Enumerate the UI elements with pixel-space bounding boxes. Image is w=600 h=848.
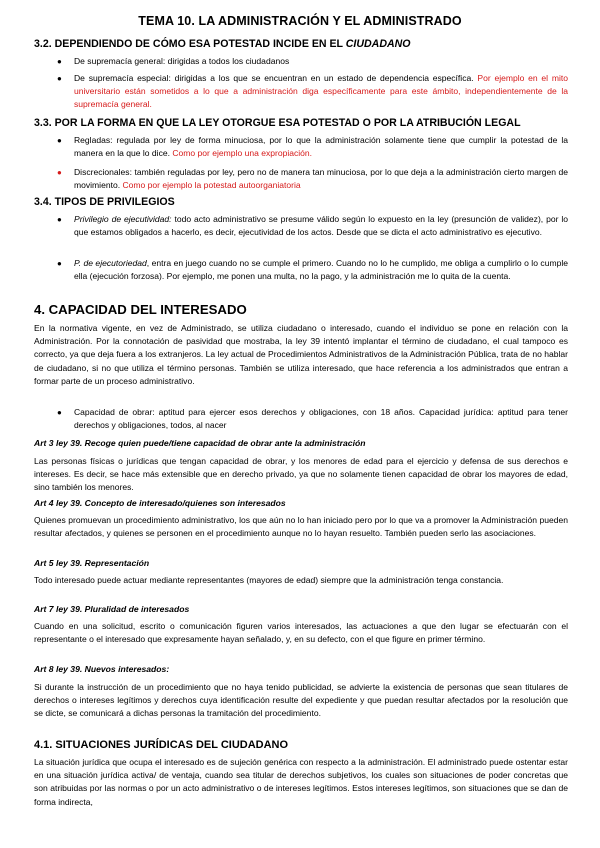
paragraph: Las personas físicas o jurídicas que tengan capacidad de obrar, y los menores de edad para el ejercicio y defensa de sus derechos e intereses. Es decir, se hace más extensible que en derecho privado, ya que no solamente tienen capacidad de obrar los mayores de edad, sino también los menores. [34,456,568,493]
article-title: . Recoge quien puede/tiene capacidad de obrar ante la administración [79,438,366,448]
bullet-icon: ● [57,57,62,66]
article-number: Art 5 ley 39 [34,558,80,568]
list-item [57,55,568,68]
heading-3-4: 3.4. TIPOS DE PRIVILEGIOS [34,196,175,208]
list-item [57,213,569,239]
bullet-icon: ● [57,74,62,83]
list-item-text: todo acto administrativo se presume válido según lo expuesto en la ley (presunción de validez), por lo que estamos obligados a hacerlo, es decir, ejecutividad de los actos. Desde que se dicta el acto administrativo es ejecutivo. [74,214,569,238]
list-item [57,257,568,283]
article-title: . Concepto de interesado/quienes son interesados [79,498,286,508]
paragraph: Quienes promuevan un procedimiento administrativo, los que aún no lo han iniciado pero por lo que va a promover la Administración pueden resultar afectados, y quienes se personen en el procedimiento aunque no lo hayan resuelto. También pueden serlo las asociaciones. [34,515,568,539]
privilege-name: P. de ejecutoriedad [74,258,147,268]
heading-3-2 [34,38,411,50]
bullet-icon: ● [57,168,62,177]
heading-3-2-italic: CIUDADANO [345,38,411,50]
article-title: . Nuevos interesados: [79,664,170,674]
list-item-text: Regladas: regulada por ley de forma minuciosa, por lo que la administración solamente tiene que cumplir la potestad de la manera en la que lo dice. [74,135,568,159]
list-item-text: De supremacía especial: dirigidas a los que se encuentran en un estado de dependencia específica. [74,73,478,83]
paragraph: En la normativa vigente, en vez de Administrado, se utiliza ciudadano o interesado, cuando el individuo se pone en relación con la Administración. Por la connotación de pasividad que mostraba, la ley 39 intentó implantar el término de ciudadano, el cual tampoco es correcto, ya que deja fuera a los extranjeros. La ley actual de Procedimientos Administrativos de la Administración Pública, trata de no hablar de ciudadano, si no que utiliza el término personas. También se utiliza interesado, que hace referencia a los administrados que entran a formar parte de un proceso administrativo. [34,323,568,386]
heading-3-2-text: 3.2. DEPENDIENDO DE CÓMO ESA POTESTAD INCIDE EN EL [34,38,346,50]
paragraph: La situación jurídica que ocupa el interesado es de sujeción genérica con respecto a la administración. El administrado puede ostentar estar en una situación jurídica activa/ de ventaja, cuando sea titular de derechos subjetivos, los cuales son situaciones de poder concretas que son atribuidas por las normas o por un acto administrativo o de intereses legítimos. Estos intereses legítimos, son situaciones que se dan de forma indirecta, [34,757,568,807]
heading-4-1: 4.1. SITUACIONES JURÍDICAS DEL CIUDADANO [34,739,289,751]
list-item [57,406,568,432]
bullet-icon: ● [57,215,62,224]
article-heading [34,558,149,568]
example-text: Como por ejemplo una expropiación. [172,148,313,159]
article-heading [34,498,286,508]
list-item-text: Discrecionales: también reguladas por ley, pero no de manera tan minuciosa, por lo que deja a la administración cierto margen de movimiento. [74,167,568,191]
list-item [57,134,568,160]
paragraph: Cuando en una solicitud, escrito o comunicación figuren varios interesados, las actuaciones a que den lugar se efectuarán con el representante o el interesado que expresamente hayan señalado, y, en su defecto, con el que figure en primer término. [34,621,568,645]
article-title: . Pluralidad de interesados [79,604,190,614]
list-item [57,72,568,112]
list-item-text: De supremacía general: dirigidas a todos los ciudadanos [74,56,290,66]
example-text: Como por ejemplo la potestad autoorganiatoria [122,180,301,191]
article-heading [34,664,169,674]
bullet-icon: ● [57,408,62,417]
page-title: TEMA 10. LA ADMINISTRACIÓN Y EL ADMINISTRADO [138,14,462,28]
list-item-text: , entra en juego cuando no se cumple el primero. Cuando no lo he cumplido, me obliga a cumplirlo o lo cumple ella (ejecución forzosa). Por ejemplo, me ponen una multa, no la pago, y la administración me lo quita de la cuenta. [74,258,568,282]
article-number: Art 7 ley 39 [34,604,80,614]
privilege-name: Privilegio de ejecutividad: [74,214,172,224]
bullet-icon: ● [57,136,62,145]
paragraph: Todo interesado puede actuar mediante representantes (mayores de edad) siempre que la administración tenga constancia. [34,575,504,585]
article-number: Art 3 ley 39 [34,438,80,448]
article-heading [34,604,189,614]
example-text: Por ejemplo en el mito universitario están sometidos a lo que a administración diga específicamente para este ámbito, independientemente de la supremacía general. [74,73,568,110]
list-item-text: Capacidad de obrar: aptitud para ejercer esos derechos y obligaciones, con 18 años. Capacidad jurídica: aptitud para tener derechos y obligaciones, todos, al nacer [74,407,568,431]
heading-3-3: 3.3. POR LA FORMA EN QUE LA LEY OTORGUE ESA POTESTAD O POR LA ATRIBUCIÓN LEGAL [34,117,521,129]
article-title: . Representación [79,558,150,568]
heading-4: 4. CAPACIDAD DEL INTERESADO [34,302,247,317]
paragraph: Si durante la instrucción de un procedimiento que no haya tenido publicidad, se advierte la existencia de personas que sean titulares de derechos o intereses legítimos y derechos cuya identificación resulte del expediente y que puedan resultar afectados por la resolución que se dicte, se comunicará a dichas personas la tramitación del procedimiento. [34,682,568,719]
article-heading [34,438,365,448]
bullet-icon: ● [57,259,62,268]
article-number: Art 8 ley 39 [34,664,80,674]
article-number: Art 4 ley 39 [34,498,80,508]
list-item [57,166,568,192]
